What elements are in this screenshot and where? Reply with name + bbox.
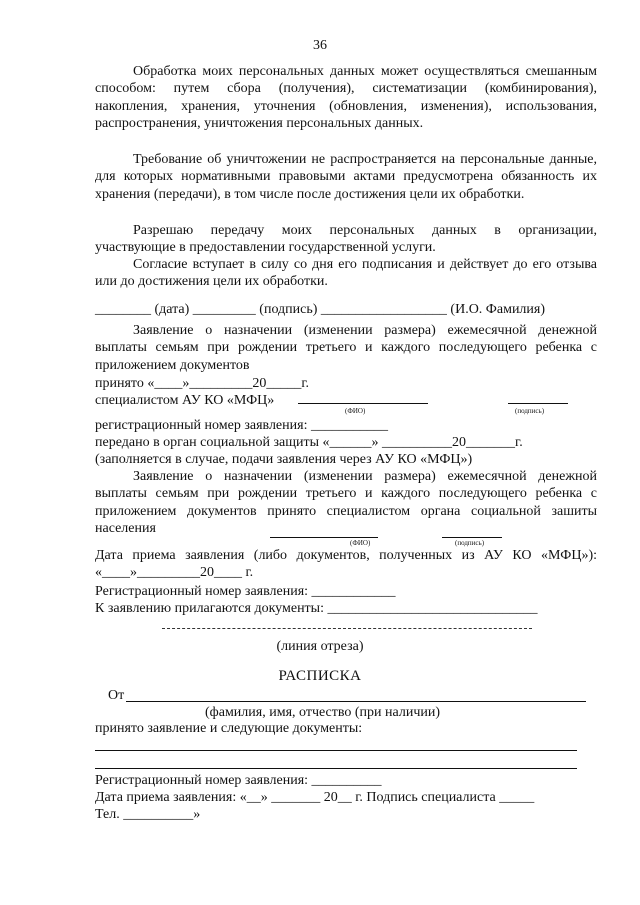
social-application-paragraph: Заявление о назначении (изменении размера) ежемесячной денежной выплаты семьям при рождении третьего и каждого последующего ребенка с приложением документов принято специалистом органа социальной зашиты населения xyxy=(95,469,597,537)
receipt-accepted-documents: принято заявление и следующие документы: xyxy=(95,721,363,736)
social-date-received: Дата приема заявления (либо документов, полученных из АУ КО «МФЦ»): «____»_________20____ г. xyxy=(95,548,597,581)
consent-paragraph-validity: Согласие вступает в силу со дня его подписания и действует до его отзыва или до достижения цели их обработки. xyxy=(95,257,597,290)
receipt-documents-underline-1 xyxy=(95,750,577,751)
receipt-from-label: От xyxy=(108,688,125,703)
mfc-application-paragraph: Заявление о назначении (изменении размера) ежемесячной денежной выплаты семьям при рождении третьего и каждого последующего ребенка с приложением документов xyxy=(95,323,597,373)
mfc-signature-caption: (подпись) xyxy=(515,407,545,415)
receipt-title: РАСПИСКА xyxy=(278,668,362,684)
mfc-fio-underline xyxy=(298,403,428,404)
consent-paragraph-transfer: Разрешаю передачу моих персональных данных в организации, участвующие в предоставлении государственной услуги. xyxy=(95,223,597,256)
receipt-documents-underline-2 xyxy=(95,768,577,769)
receipt-fio-hint: (фамилия, имя, отчество (при наличии) xyxy=(205,705,441,720)
social-signature-caption: (подпись) xyxy=(455,539,485,547)
social-fio-caption: (ФИО) xyxy=(350,539,371,547)
consent-paragraph-destruction: Требование об уничтожении не распространяется на персональные данные, для которых нормативными правовыми актами предусмотрена обязанность их хранения (передачи), в том числе после достижения цели их обработки. xyxy=(95,152,597,202)
receipt-telephone: Тел. __________» xyxy=(95,807,201,822)
social-signature-underline xyxy=(442,537,502,538)
cut-dashed-line xyxy=(162,628,532,629)
mfc-accepted-date: принято «____»_________20_____г. xyxy=(95,376,310,391)
page-number: 36 xyxy=(313,38,327,53)
receipt-registration-number: Регистрационный номер заявления: __________ xyxy=(95,773,382,788)
mfc-transferred-date: передано в орган социальной защиты «______» __________20_______г. xyxy=(95,435,523,450)
mfc-signature-underline xyxy=(508,403,568,404)
social-fio-underline xyxy=(270,537,378,538)
receipt-from-underline xyxy=(126,701,586,702)
social-attached-documents: К заявлению прилагаются документы: ______________________________ xyxy=(95,601,538,616)
mfc-registration-number: регистрационный номер заявления: ___________ xyxy=(95,418,388,433)
mfc-specialist-label: специалистом АУ КО «МФЦ» xyxy=(95,393,275,408)
cut-line-label: (линия отреза) xyxy=(276,639,364,654)
mfc-note: (заполняется в случае, подачи заявления через АУ КО «МФЦ») xyxy=(95,452,473,467)
mfc-fio-caption: (ФИО) xyxy=(345,407,366,415)
consent-paragraph-processing: Обработка моих персональных данных может осуществляться смешанным способом: путем сбора (получения), систематизации (комбинирования), накопления, хранения, уточнения (обновления, изменения), использования, распространения, уничтожения персональных данных. xyxy=(95,64,597,132)
receipt-date-signature: Дата приема заявления: «__» _______ 20__ г. Подпись специалиста _____ xyxy=(95,790,535,805)
signature-line: ________ (дата) _________ (подпись) __________________ (И.О. Фамилия) xyxy=(95,302,546,317)
social-registration-number: Регистрационный номер заявления: ____________ xyxy=(95,584,396,599)
